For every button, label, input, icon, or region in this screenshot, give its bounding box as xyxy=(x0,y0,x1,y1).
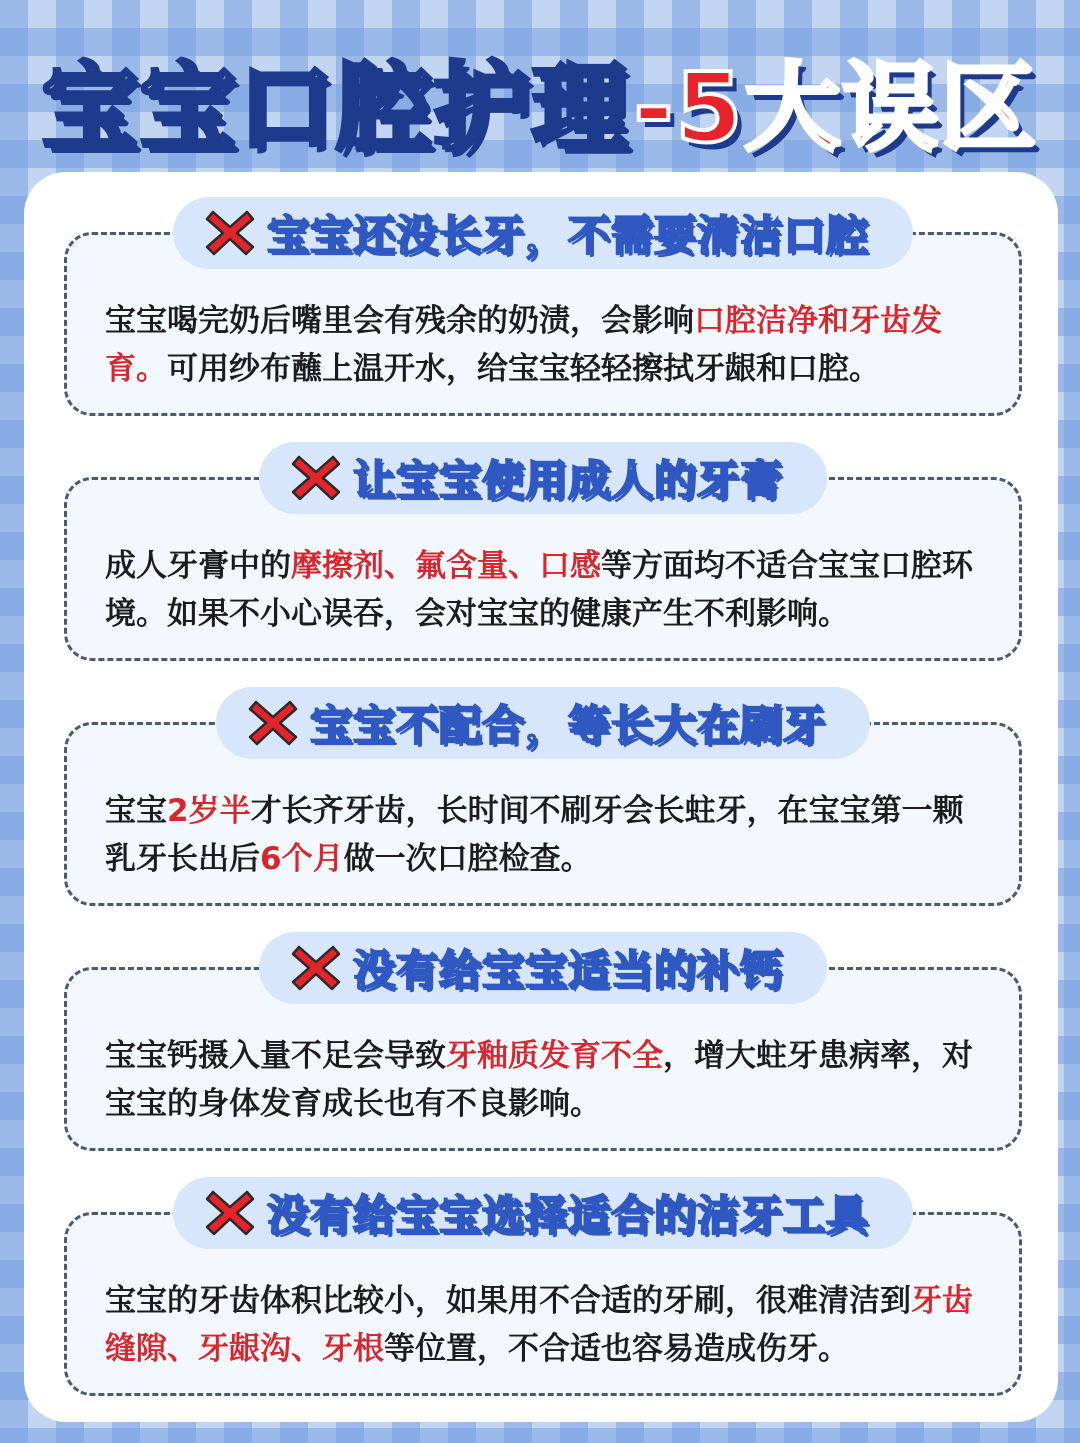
mistake-heading-5 xyxy=(173,1177,913,1249)
mistake-heading-text: 让宝宝使用成人的牙膏 xyxy=(352,456,784,505)
mistake-heading-1 xyxy=(173,197,913,269)
mistake-heading-4 xyxy=(259,932,827,1004)
cross-x-icon xyxy=(203,206,257,260)
cross-x-icon xyxy=(246,696,300,750)
highlight-text: 牙齿缝隙、牙龈沟、牙根 xyxy=(105,1283,973,1367)
mistake-heading-text: 没有给宝宝选择适合的洁牙工具 xyxy=(266,1191,870,1240)
mistake-description: 宝宝的牙齿体积比较小，如果用不合适的牙刷，很难清洁到牙齿缝隙、牙龈沟、牙根等位置，不合适也容易造成伤牙。 xyxy=(105,1283,973,1367)
mistake-card-5 xyxy=(64,1191,1022,1396)
cross-x-icon xyxy=(289,941,343,995)
mistake-card-2 xyxy=(64,456,1022,661)
page-title xyxy=(0,40,1080,164)
mistake-card-4 xyxy=(64,946,1022,1151)
highlight-text: 口腔洁净和牙齿发育。 xyxy=(105,303,942,387)
mistake-heading-text: 宝宝不配合，等长大在刷牙 xyxy=(309,701,827,750)
mistake-heading-2 xyxy=(259,442,827,514)
title-accent: -5大误区 xyxy=(633,51,1039,164)
mistake-card-1 xyxy=(64,211,1022,416)
mistake-heading-3 xyxy=(216,687,870,759)
mistake-card-3 xyxy=(64,701,1022,906)
mistake-description: 宝宝钙摄入量不足会导致牙釉质发育不全，增大蛀牙患病率，对宝宝的身体发育成长也有不良影响。 xyxy=(105,1038,973,1122)
mistake-description: 成人牙膏中的摩擦剂、氟含量、口感等方面均不适合宝宝口腔环境。如果不小心误吞，会对宝宝的健康产生不利影响。 xyxy=(105,548,973,632)
mistake-heading-text: 没有给宝宝适当的补钙 xyxy=(352,946,784,995)
highlight-text: 摩擦剂、氟含量、口感 xyxy=(291,548,601,584)
cross-x-icon xyxy=(289,451,343,505)
highlight-text: 牙釉质发育不全 xyxy=(446,1038,663,1074)
highlight-text: 6个月 xyxy=(260,841,344,877)
mistake-description: 宝宝2岁半才长齐牙齿，长时间不刷牙会长蛀牙，在宝宝第一颗乳牙长出后6个月做一次口腔检查。 xyxy=(105,793,964,877)
content-panel xyxy=(24,172,1058,1422)
title-main: 宝宝口腔护理 xyxy=(41,51,630,164)
mistake-heading-text: 宝宝还没长牙，不需要清洁口腔 xyxy=(266,211,870,260)
highlight-text: 2岁半 xyxy=(167,793,251,829)
mistake-description: 宝宝喝完奶后嘴里会有残余的奶渍，会影响口腔洁净和牙齿发育。可用纱布蘸上温开水，给宝宝轻轻擦拭牙龈和口腔。 xyxy=(105,303,942,387)
cross-x-icon xyxy=(203,1186,257,1240)
